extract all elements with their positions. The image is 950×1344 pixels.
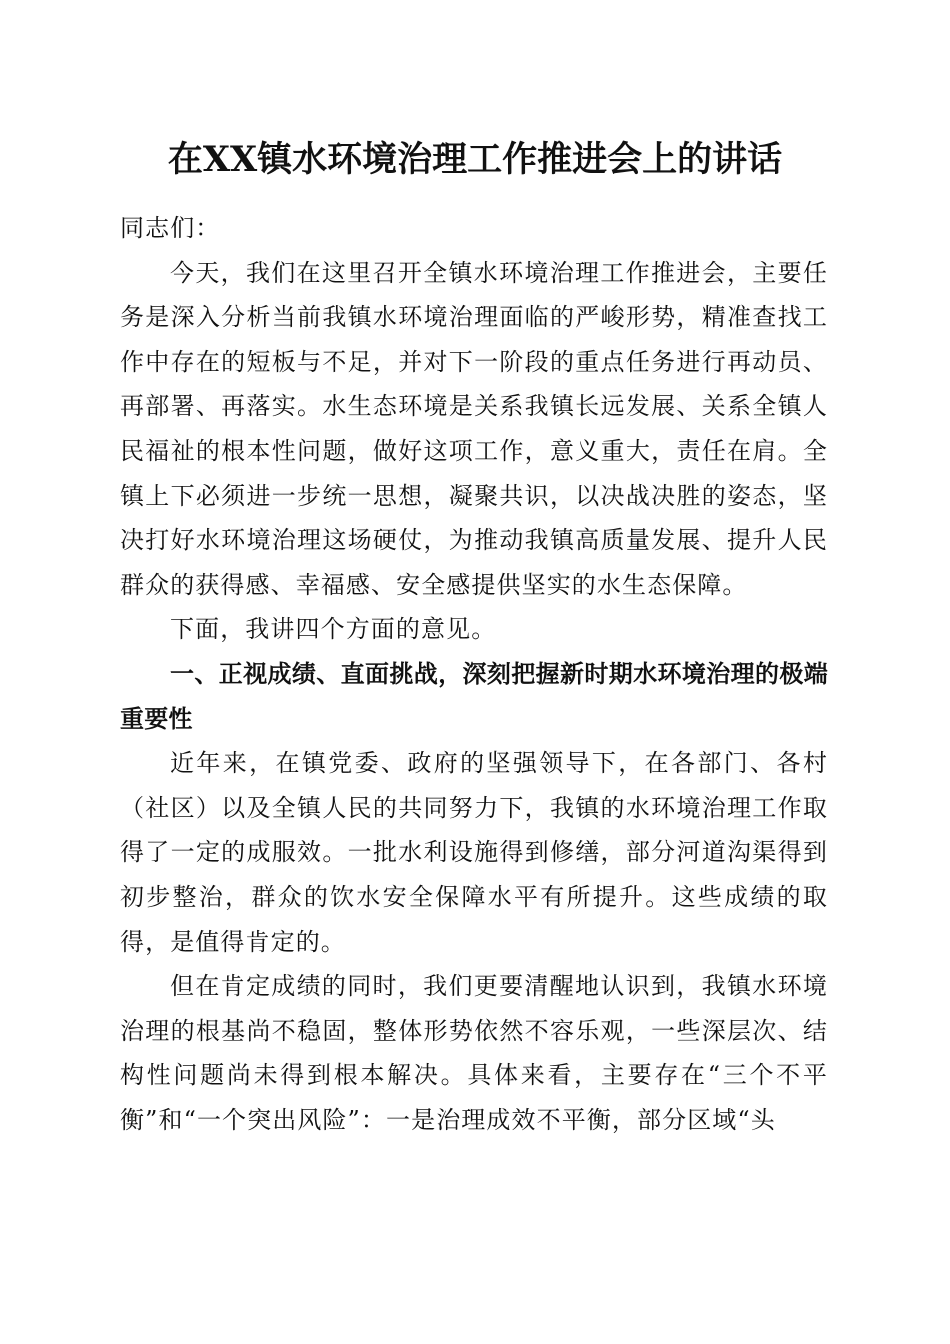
paragraph-challenges: 但在肯定成绩的同时，我们更要清醒地认识到，我镇水环境治理的根基尚不稳固，整体形势依然不容乐观，一些深层次、结构性问题尚未得到根本解决。具体来看，主要存在“三个不平衡”和“一个突出风险”：一是治理成效不平衡，部分区域“头	[120, 972, 828, 1134]
paragraph-achievements: 近年来，在镇党委、政府的坚强领导下，在各部门、各村（社区）以及全镇人民的共同努力下，我镇的水环境治理工作取得了一定的成服效。一批水利设施得到修缮，部分河道沟渠得到初步整治，群众的饮水安全保障水平有所提升。这些成绩的取得，是值得肯定的。	[120, 749, 828, 956]
salutation: 同志们：	[120, 214, 221, 242]
section-heading: 一、正视成绩、直面挑战，深刻把握新时期水环境治理的极端重要性	[120, 659, 828, 733]
document-body	[120, 206, 828, 1142]
paragraph-intro: 今天，我们在这里召开全镇水环境治理工作推进会，主要任务是深入分析当前我镇水环境治理面临的严峻形势，精准查找工作中存在的短板与不足，并对下一阶段的重点任务进行再动员、再部署、再落实。水生态环境是关系我镇长远发展、关系全镇人民福祉的根本性问题，做好这项工作，意义重大，责任在肩。全镇上下必须进一步统一思想，凝聚共识，以决战决胜的姿态，坚决打好水环境治理这场硬仗，为推动我镇高质量发展、提升人民群众的获得感、幸福感、安全感提供坚实的水生态保障。	[120, 258, 828, 599]
document-title: 在XX镇水环境治理工作推进会上的讲话	[167, 139, 783, 180]
paragraph-outline: 下面，我讲四个方面的意见。	[170, 615, 497, 644]
